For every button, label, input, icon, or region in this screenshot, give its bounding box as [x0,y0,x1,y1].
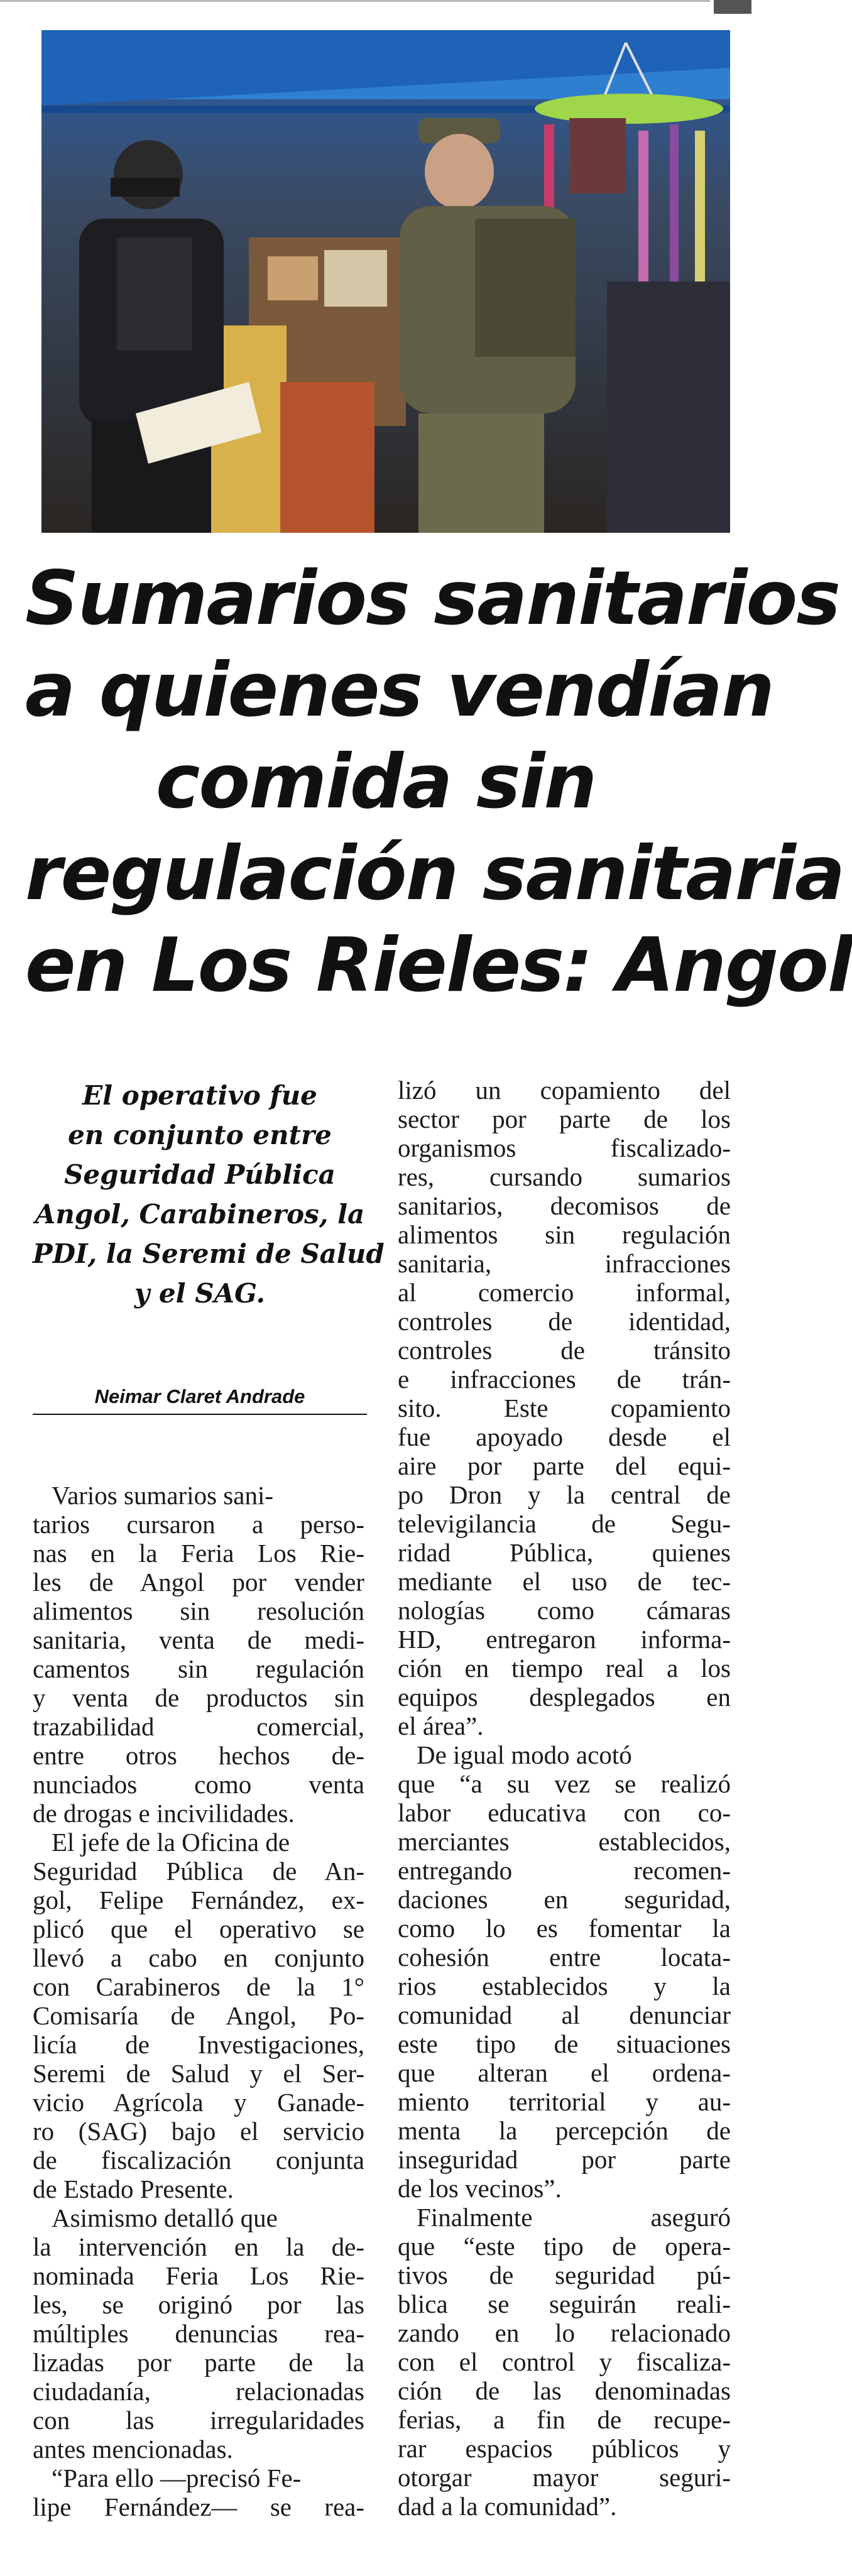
byline-rule [33,1414,367,1415]
officer-helmet [114,140,183,209]
body-line: ción de las denominadas [398,2376,731,2405]
headline-line: regulación sanitaria [25,831,844,917]
clothes-hanger [535,94,723,124]
headline-line: Sumarios sanitarios [25,555,840,642]
deck-line: Seguridad Pública [64,1159,336,1190]
body-line: labor educativa con co- [398,1798,731,1827]
body-line: como lo es fomentar la [398,1914,731,1943]
body-line: mediante el uso de tec- [398,1567,731,1596]
body-line: ciudadanía, relacionadas [33,2377,364,2406]
deck-summary [33,1076,385,1313]
headline [25,553,852,1012]
article-photo [41,30,730,533]
body-line: con Carabineros de la 1° [33,1972,364,2001]
body-line: ción en tiempo real a los [398,1654,731,1683]
body-line: que “a su vez se realizó [398,1769,731,1798]
body-line: licía de Investigaciones, [33,2030,364,2059]
body-line: Comisaría de Angol, Po- [33,2001,364,2030]
body-line: Asimismo detalló que [52,2203,278,2232]
body-line: vicio Agrícola y Ganade- [33,2088,364,2117]
headline-line: a quienes vendían [25,647,773,734]
body-line: trazabilidad comercial, [33,1712,364,1741]
deck-line: en conjunto entre [68,1120,332,1150]
body-line: otorgar mayor seguri- [398,2463,731,2492]
body-line: sector por parte de los [398,1105,731,1133]
body-line: menta la percepción de [398,2116,731,2145]
byline: Neimar Claret Andrade [94,1385,305,1407]
body-line: les, se originó por las [33,2290,364,2319]
body-line: nologías como cámaras [398,1596,731,1625]
body-line: al comercio informal, [398,1278,731,1307]
body-line: res, cursando sumarios [398,1162,731,1191]
body-line: comunidad al denunciar [398,2000,731,2029]
body-line: televigilancia de Segu- [398,1509,731,1538]
body-line: blica se seguirán reali- [398,2289,731,2318]
body-line: lizadas por parte de la [33,2348,364,2377]
body-line: entre otros hechos de- [33,1741,364,1770]
body-line: múltiples denuncias rea- [33,2319,364,2348]
body-line: controles de tránsito [398,1336,731,1365]
body-line: gol, Felipe Fernández, ex- [33,1886,364,1914]
body-line: po Dron y la central de [398,1480,731,1509]
body-line: El jefe de la Oficina de [52,1828,290,1857]
body-line: el área”. [398,1711,484,1740]
deck-line: PDI, la Seremi de Salud [33,1238,385,1269]
body-line: De igual modo acotó [417,1740,632,1769]
body-line: dad a la comunidad”. [398,2492,617,2521]
body-line: daciones en seguridad, [398,1885,731,1914]
body-line: ferias, a fin de recupe- [398,2405,731,2434]
body-line: rar espacios públicos y [398,2434,731,2463]
body-line: lizó un copamiento del [398,1076,731,1105]
top-rule [0,0,710,2]
body-line: tivos de seguridad pú- [398,2261,731,2289]
body-column-right [398,1076,731,2521]
body-line: alimentos sin regulación [398,1220,731,1249]
body-line: plicó que el operativo se [33,1914,364,1943]
body-column-left [33,1481,364,2521]
body-line: que alteran el ordena- [398,2058,731,2087]
body-line: sanitarios, decomisos de [398,1191,731,1220]
body-line: nunciados como venta [33,1770,364,1799]
body-line: nominada Feria Los Rie- [33,2261,364,2290]
corner-mark [714,0,751,14]
body-line: merciantes establecidos, [398,1827,731,1856]
deck-line: El operativo fue [82,1080,317,1111]
body-line: Finalmente aseguró [417,2203,731,2232]
photo-illustration [41,30,730,533]
body-line: HD, entregaron informa- [398,1625,731,1654]
body-line: de Estado Presente. [33,2175,234,2203]
body-line: tarios cursaron a perso- [33,1510,364,1539]
body-line: sanitaria, infracciones [398,1249,731,1278]
body-line: entregando recomen- [398,1856,731,1885]
body-line: con el control y fiscaliza- [398,2347,731,2376]
body-line: controles de identidad, [398,1307,731,1336]
body-line: e infracciones de trán- [398,1365,731,1394]
body-line: zando en lo relacionado [398,2318,731,2347]
body-line: de drogas e incivilidades. [33,1799,295,1828]
body-line: miento territorial y au- [398,2087,731,2116]
body-line: la intervención en la de- [33,2232,364,2261]
body-line: que “este tipo de opera- [398,2232,731,2261]
body-line: cohesión entre locata- [398,1943,731,1972]
body-line: inseguridad por parte [398,2145,731,2174]
body-line: Seguridad Pública de An- [33,1857,364,1886]
headline-line: en Los Rieles: Angol [25,922,852,1009]
body-line: Varios sumarios sani- [52,1481,274,1510]
body-line: organismos fiscalizado- [398,1133,731,1162]
body-line: este tipo de situaciones [398,2029,731,2058]
body-line: y venta de productos sin [33,1683,364,1712]
body-line: ridad Pública, quienes [398,1538,731,1567]
body-line: nas en la Feria Los Rie- [33,1539,364,1568]
body-line: antes mencionadas. [33,2435,233,2464]
body-line: con las irregularidades [33,2406,364,2435]
body-line: lipe Fernández— se rea- [33,2492,364,2521]
body-line: rios establecidos y la [398,1972,731,2000]
body-line: ro (SAG) bajo el servicio [33,2117,364,2146]
body-line: Seremi de Salud y el Ser- [33,2059,364,2088]
body-line: sito. Este copamiento [398,1394,731,1422]
body-line: alimentos sin resolución [33,1596,364,1625]
body-line: “Para ello —precisó Fe- [52,2464,302,2492]
body-line: les de Angol por vender [33,1568,364,1596]
body-line: sanitaria, venta de medi- [33,1625,364,1654]
body-line: equipos desplegados en [398,1683,731,1711]
body-line: de fiscalización conjunta [33,2146,364,2175]
deck-line: Angol, Carabineros, la [35,1199,365,1230]
body-line: llevó a cabo en conjunto [33,1943,364,1972]
body-line: de los vecinos”. [398,2174,562,2203]
body-line: fue apoyado desde el [398,1422,731,1451]
body-line: camentos sin regulación [33,1654,364,1683]
deck-line: y el SAG. [134,1278,266,1309]
body-line: aire por parte del equi- [398,1451,731,1480]
headline-line: comida sin [155,739,596,826]
